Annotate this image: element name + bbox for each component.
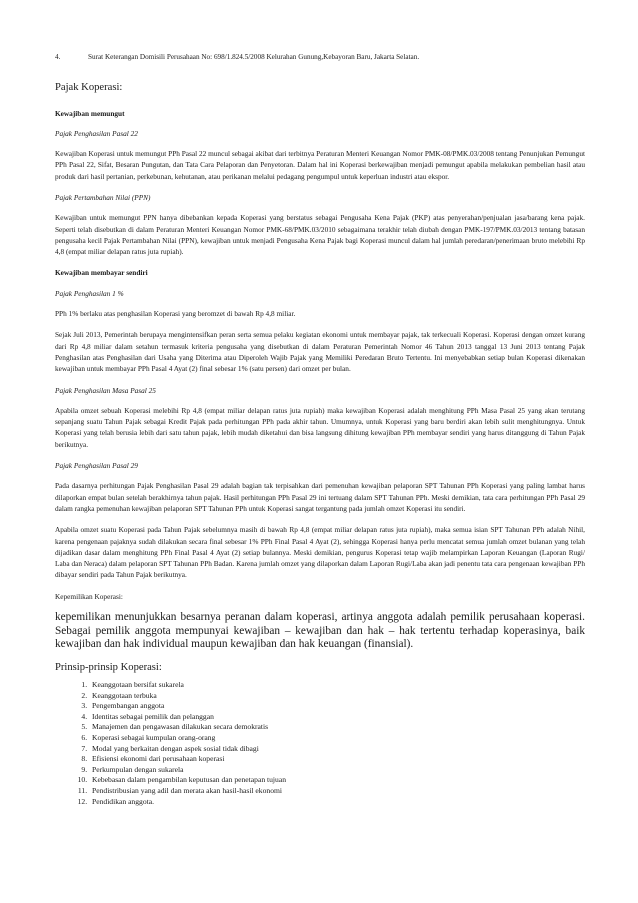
subheading-kewajiban-memungut: Kewajiban memungut: [55, 108, 125, 118]
heading-prinsip: Prinsip-prinsip Koperasi:: [55, 661, 162, 673]
heading-pph22: Pajak Penghasilan Pasal 22: [55, 128, 138, 138]
heading-ppn: Pajak Pertambahan Nilai (PPN): [55, 192, 151, 202]
prinsip-list-item: 6. Koperasi sebagai kumpulan orang-orang: [89, 733, 585, 744]
paragraph-pph29-1: Pada dasarnya perhitungan Pajak Penghasilan Pasal 29 adalah bagian tak terpisahkan dari pemenuhan kewajiban pelaporan SPT Tahunan PPh Koperasi yang paling lambat harus dilaporkan empat bulan setelah berakhirnya tahun pajak. Hasil perhitungan PPh Pasal 29 ini tertuang dalam SPT Tahunan PPh. Meski demikian, tata cara perhitungan PPh Pasal 29 dalam rangka pemenuhan kewajiban pelaporan SPT Tahunan PPh untuk Koperasi sangat tergantung pada jumlah omzet Koperasi itu sendiri.: [55, 481, 585, 513]
prinsip-list-item: 3. Pengembangan anggota: [89, 701, 585, 712]
prinsip-list-item: 4. Identitas sebagai pemilik dan pelanggan: [89, 712, 585, 723]
heading-masa-pasal-25: Pajak Penghasilan Masa Pasal 25: [55, 385, 156, 395]
prinsip-list-item: 1. Keanggotaan bersifat sukarela: [89, 680, 585, 691]
prinsip-list-item: 8. Efisiensi ekonomi dari perusahaan koperasi: [89, 754, 585, 765]
prinsip-list-item: 11. Pendistribusian yang adil dan merata akan hasil-hasil ekonomi: [89, 786, 585, 797]
prinsip-list-item: 9. Perkumpulan dengan sukarela: [89, 765, 585, 776]
list-item-4: [55, 52, 585, 62]
paragraph-sejak-juli: Sejak Juli 2013, Pemerintah berupaya mengintensifkan peran serta semua pelaku kegiatan ekonomi untuk membayar pajak, tak terkecuali Koperasi. Koperasi dengan omzet kurang dari Rp 4,8 miliar dalam setahun termasuk kriteria pengusaha yang disebutkan di dalam Peraturan Pemerintah Nomor 46 Tahun 2013 tanggal 13 Juni 2013 tentang Pajak Penghasilan atas Penghasilan dari Usaha yang Diterima atau Diperoleh Wajib Pajak yang Memiliki Peredaran Bruto Tertentu. Ini menyebabkan setiap bulan Koperasi dikenakan kewajiban untuk membayar PPh Pasal 4 Ayat (2) final sebesar 1% (satu persen) dari omzet per bulan.: [55, 330, 585, 374]
paragraph-pph1: PPh 1% berlaku atas penghasilan Koperasi yang beromzet di bawah Rp 4,8 miliar.: [55, 309, 296, 319]
document-page: [55, 52, 585, 807]
heading-pph1: Pajak Penghasilan 1 %: [55, 288, 124, 298]
subheading-kewajiban-membayar: Kewajiban membayar sendiri: [55, 268, 148, 278]
heading-kepemilikan: Kepemilikan Koperasi:: [55, 591, 123, 601]
prinsip-list-item: 10. Kebebasan dalam pengambilan keputusan dan penetapan tujuan: [89, 775, 585, 786]
list-item-text: Surat Keterangan Domisili Perusahaan No: 698/1.824.5/2008 Kelurahan Gunung,Kebayoran Baru, Jakarta Selatan.: [88, 53, 420, 61]
prinsip-list-item: 5. Manajemen dan pengawasan dilakukan secara demokratis: [89, 722, 585, 733]
paragraph-masa-pasal-25: Apabila omzet sebuah Koperasi melebihi Rp 4,8 (empat miliar delapan ratus juta rupiah) maka kewajiban Koperasi adalah menghitung PPh Masa Pasal 25 yang akan terutang sepanjang suatu Tahun Pajak sebagai Kredit Pajak pada perhitungan PPh pada akhir tahun. Umumnya, untuk Koperasi yang baru berdiri akan lebih sulit menghitungnya. Untuk Koperasi yang telah berusia lebih dari satu tahun pajak, lebih mudah diketahui dan bisa langsung dihitung kewajiban PPh membayar sendiri yang harus ditanggung di Tahun Pajak berikutnya.: [55, 405, 585, 449]
list-item-number: 4.: [55, 53, 61, 61]
prinsip-list-item: 12. Pendidikan anggota.: [89, 797, 585, 808]
paragraph-kepemilikan: kepemilikan menunjukkan besarnya peranan dalam koperasi, artinya anggota adalah pemilik perusahaan koperasi. Sebagai pemilik anggota mempunyai kewajiban – kewajiban dan hak – hak tertentu terhadap koperasinya, baik kewajiban dan hak individual maupun kewajiban dan hak keuangan (finansial).: [55, 611, 585, 650]
prinsip-list-item: 7. Modal yang berkaitan dengan aspek sosial tidak dibagi: [89, 744, 585, 755]
paragraph-pph29-2: Apabila omzet suatu Koperasi pada Tahun Pajak sebelumnya masih di bawah Rp 4,8 (empat miliar delapan ratus juta rupiah), maka semua isian SPT Tahunan PPh adalah Nihil, karena pengenaan pajaknya sudah dilakukan secara final sebesar 1% PPh Final Pasal 4 Ayat (2), sehingga Koperasi hanya perlu mencatat semua jumlah omzet bulanan yang telah dijadikan dasar dalam menghitung PPh Final Pasal 4 Ayat (2) setiap bulannya. Meski demikian, pengurus Koperasi tetap wajib melampirkan Laporan Keuangan (Laporan Rugi/ Laba dan Neraca) dalam pelaporan SPT Tahunan PPh Badan. Karena jumlah omzet yang dilaporkan dalam Laporan Rugi/Laba akan jadi penentu tata cara pengenaan kewajiban PPh dibayar sendiri pada Tahun Pajak berikutnya.: [55, 525, 585, 580]
paragraph-pph22: Kewajiban Koperasi untuk memungut PPh Pasal 22 muncul sebagai akibat dari terbitnya Peraturan Menteri Keuangan Nomor PMK-08/PMK.03/2008 tentang Penunjukan Pemungut PPh Pasal 22, Sifat, Besaran Pungutan, dan Tata Cara Pelaporan dan Penyetoran. Dalam hal ini Koperasi berkewajiban menjadi pemungut apabila melakukan pembelian hasil atau produk dari hasil pertanian, perkebunan, kehutanan, atau perikanan melalui pedagang pengumpul untuk keperluan industri atau ekspor.: [55, 149, 585, 181]
heading-pph29: Pajak Penghasilan Pasal 29: [55, 461, 138, 471]
prinsip-list-item: 2. Keanggotaan terbuka: [89, 691, 585, 702]
paragraph-ppn: Kewajiban untuk memungut PPN hanya dibebankan kepada Koperasi yang berstatus sebagai Pengusaha Kena Pajak (PKP) atas penyerahan/penjualan jasa/barang kena pajak. Seperti telah disebutkan di dalam Peraturan Menteri Keuangan Nomor PMK-68/PMK.03/2010 sebagaimana terakhir telah diubah dengan PMK-197/PMK.03/2013 tentang batasan pengusaha kecil Pajak Pertambahan Nilai (PPN), kewajiban untuk menjadi Pengusaha Kena Pajak bagi Koperasi muncul dalam hal jumlah peredaran/penerimaan bruto melebihi Rp 4,8 (empat miliar delapan ratus juta rupiah).: [55, 213, 585, 257]
prinsip-list: [55, 680, 585, 807]
section-heading-pajak: Pajak Koperasi:: [55, 82, 123, 93]
